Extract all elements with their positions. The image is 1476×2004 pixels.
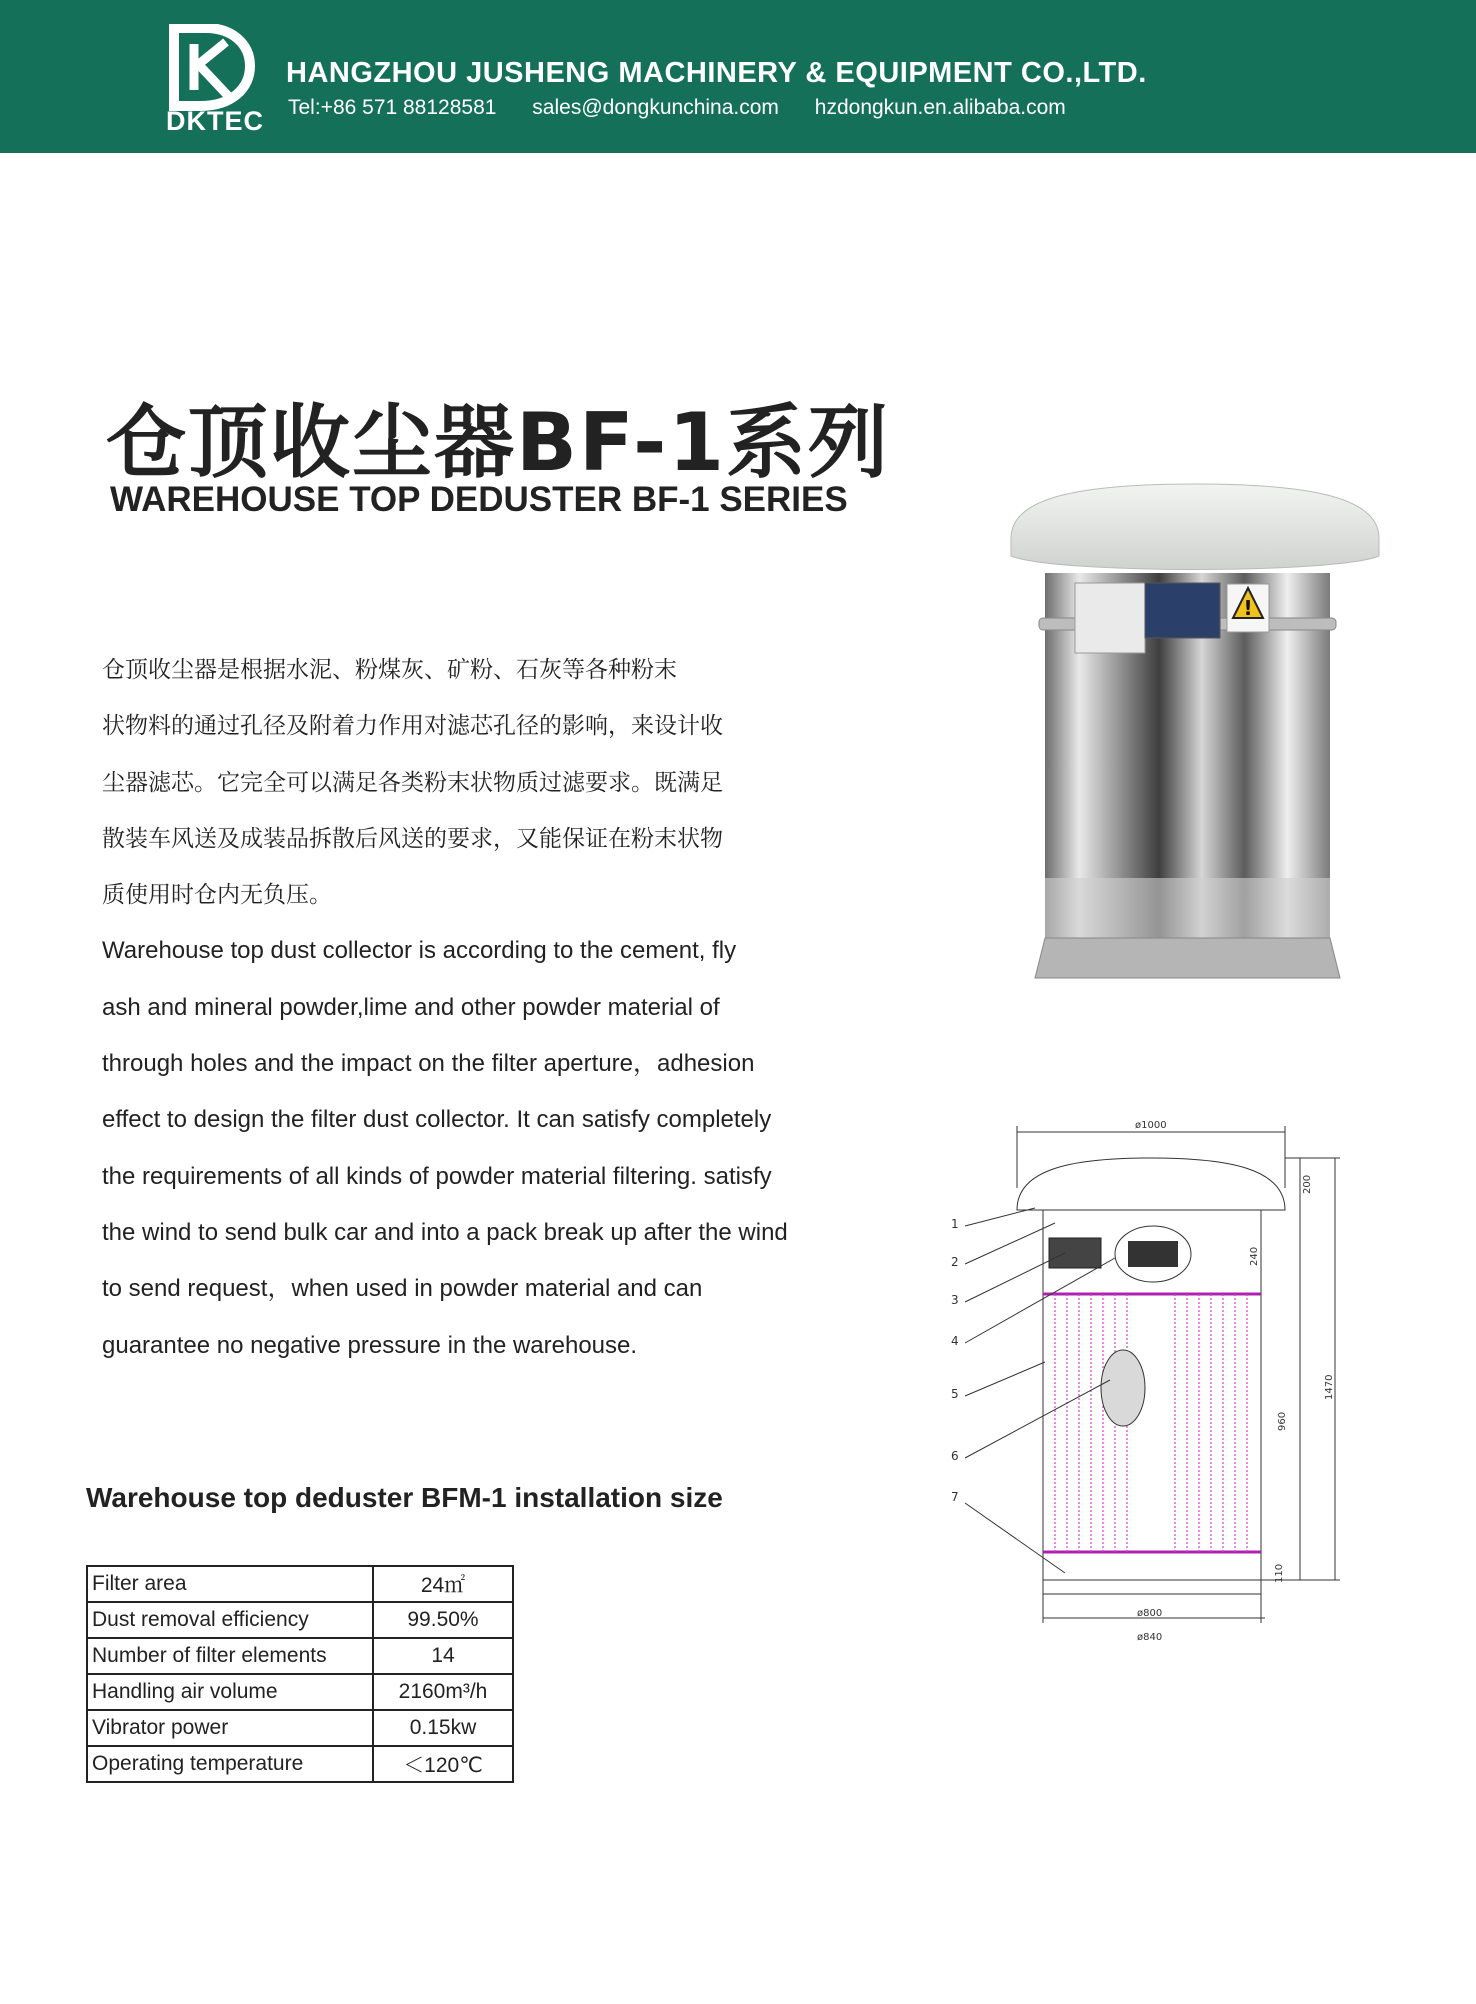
callout-6: 6 bbox=[951, 1449, 959, 1463]
table-row bbox=[87, 1566, 513, 1602]
description-en-line: guarantee no negative pressure in the warehouse. bbox=[102, 1331, 638, 1359]
table-title: Warehouse top deduster BFM-1 installation size bbox=[86, 1482, 723, 1513]
contact-line bbox=[288, 96, 1096, 120]
description-en-line: to send request，when used in powder material and can bbox=[102, 1275, 703, 1303]
page-title-cn: 仓顶收尘器BF-1系列 bbox=[106, 396, 891, 489]
spec-value: ＜120℃ bbox=[373, 1746, 513, 1782]
callout-1: 1 bbox=[951, 1217, 959, 1231]
description-en-line: ash and mineral powder,lime and other powder material of bbox=[102, 993, 720, 1021]
dim-h200: 200 bbox=[1302, 1174, 1313, 1194]
spec-value: 14 bbox=[373, 1638, 513, 1674]
description-cn-line: 质使用时仓内无负压。 bbox=[102, 882, 332, 909]
description-cn-line: 状物料的通过孔径及附着力作用对滤芯孔径的影响，来设计收 bbox=[102, 713, 723, 740]
svg-text:!: ! bbox=[1243, 596, 1253, 620]
product-photo bbox=[1005, 478, 1385, 993]
table-row bbox=[87, 1602, 513, 1638]
email-address: sales@dongkunchina.com bbox=[532, 96, 779, 119]
table-row bbox=[87, 1746, 513, 1782]
spec-label: Filter area bbox=[87, 1566, 373, 1602]
dim-d800: ø800 bbox=[1137, 1608, 1163, 1619]
company-name: HANGZHOU JUSHENG MACHINERY & EQUIPMENT CO.,LTD. bbox=[286, 57, 1147, 89]
callout-4: 4 bbox=[951, 1334, 959, 1348]
dim-h110: 110 bbox=[1274, 1563, 1285, 1583]
spec-value: 2160m³/h bbox=[373, 1674, 513, 1710]
spec-value: 99.50% bbox=[373, 1602, 513, 1638]
page-title-en: WAREHOUSE TOP DEDUSTER BF-1 SERIES bbox=[110, 480, 848, 519]
spec-label: Vibrator power bbox=[87, 1710, 373, 1746]
website-url: hzdongkun.en.alibaba.com bbox=[814, 96, 1066, 119]
description-cn-line: 尘器滤芯。它完全可以满足各类粉末状物质过滤要求。既满足 bbox=[102, 769, 723, 796]
description-en-line: through holes and the impact on the filter aperture，adhesion bbox=[102, 1050, 755, 1078]
dim-top-diameter: ø1000 bbox=[1135, 1120, 1167, 1131]
callout-5: 5 bbox=[951, 1387, 959, 1401]
table-row bbox=[87, 1638, 513, 1674]
spec-label: Handling air volume bbox=[87, 1674, 373, 1710]
spec-label: Dust removal efficiency bbox=[87, 1602, 373, 1638]
table-row bbox=[87, 1710, 513, 1746]
description-en-line: the wind to send bulk car and into a pack break up after the wind bbox=[102, 1218, 788, 1246]
table-row bbox=[87, 1674, 513, 1710]
description-cn-line: 散装车风送及成装品拆散后风送的要求，又能保证在粉末状物 bbox=[102, 825, 723, 852]
spec-value: 24㎡ bbox=[373, 1566, 513, 1602]
spec-label: Number of filter elements bbox=[87, 1638, 373, 1674]
description-cn-line: 仓顶收尘器是根据水泥、粉煤灰、矿粉、石灰等各种粉末 bbox=[102, 657, 677, 683]
dim-h960: 960 bbox=[1277, 1411, 1288, 1431]
callout-7: 7 bbox=[951, 1490, 959, 1504]
description-block bbox=[102, 648, 862, 1380]
spec-label: Operating temperature bbox=[87, 1746, 373, 1782]
description-en-line: effect to design the filter dust collector. It can satisfy completely bbox=[102, 1106, 772, 1134]
description-en-line: the requirements of all kinds of powder material filtering. satisfy bbox=[102, 1162, 772, 1190]
technical-drawing bbox=[945, 1118, 1345, 1658]
description-en-line: Warehouse top dust collector is according to the cement, fly bbox=[102, 937, 737, 965]
dim-h1470: 1470 bbox=[1324, 1374, 1335, 1400]
dim-d840: ø840 bbox=[1137, 1632, 1163, 1643]
spec-table bbox=[86, 1565, 514, 1783]
callout-2: 2 bbox=[951, 1255, 959, 1269]
phone-number: Tel:+86 571 88128581 bbox=[288, 96, 497, 119]
header-bar bbox=[0, 0, 1476, 153]
dim-h240: 240 bbox=[1249, 1246, 1260, 1266]
spec-value: 0.15kw bbox=[373, 1710, 513, 1746]
logo-text: DKTEC bbox=[166, 106, 264, 136]
callout-3: 3 bbox=[951, 1293, 959, 1307]
